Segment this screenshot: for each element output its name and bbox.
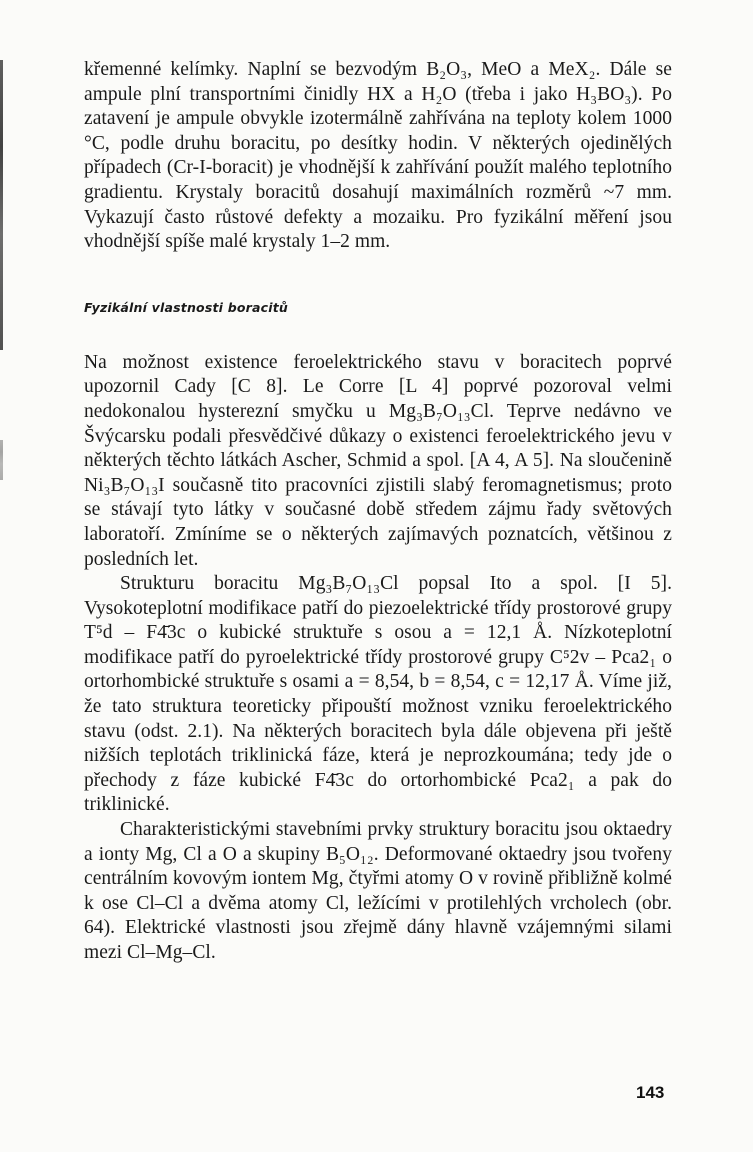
paragraph-crucible-preparation: křemenné kelímky. Naplní se bezvodým B₂O₃, MeO a MeX₂. Dále se ampule plní transportními činidly HX a H₂O (třeba i jako H₃BO₃). Po zatavení je ampule obvykle izotermálně zahřívána na teploty kolem 1000 °C, podle druhu boracitu, po desítky hodin. V některých ojedinělých případech (Cr-I-boracit) je vhodnější k zahřívání použít malého teplotního gradientu. Krystaly boracitů dosahují maximálních rozměrů ~7 mm. Vykazují často růstové defekty a mozaiku. Pro fyzikální měření jsou vhodnější spíše malé krystaly 1–2 mm. bbox=[84, 59, 672, 253]
paragraph-ferroelectric-history: Na možnost existence feroelektrického stavu v boracitech poprvé upozornil Cady [C 8]. Le Corre [L 4] poprvé pozoroval velmi nedokonalou hysterezní smyčku u Mg₃B₇O₁₃Cl. Teprve nedávno ve Švýcarsku podali přesvědčivé důkazy o existenci feroelektrického jevu v některých těchto látkách Ascher, Schmid a spol. [A 4, A 5]. Na sloučenině Ni₃B₇O₁₃I současně tito pracovníci zjistili slabý feromagnetismus; proto se stávají tyto látky v současné době středem zájmu řady světových laboratoří. Zmíníme se o některých zajímavých poznatcích, většinou z posledních let. bbox=[84, 351, 672, 570]
page-binding-edge bbox=[0, 60, 3, 350]
page-binding-edge-mark bbox=[0, 440, 3, 480]
page-body bbox=[84, 58, 672, 966]
page-number: 143 bbox=[636, 1083, 665, 1102]
paragraph-boracite-structure: Strukturu boracitu Mg₃B₇O₁₃Cl popsal Ito a spol. [I 5]. Vysokoteplotní modifikace patří do piezoelektrické třídy prostorové grupy T⁵d – F4̄3c o kubické struktuře s osou a = 12,1 Å. Nízkoteplotní modifikace patří do pyroelektrické třídy prostorové grupy C⁵2v – Pca2₁ o ortorhombické struktuře s osami a = 8,54, b = 8,54, c = 12,17 Å. Víme již, že tato struktura teoreticky připouští možnost vzniku feroelektrického stavu (odst. 2.1). Na některých boracitech byla dále objevena při ještě nižších teplotách triklinická fáze, která je neprozkoumána; tedy jde o přechody z fáze kubické F4̄3c do ortorhombické Pca2₁ a pak do triklinické. bbox=[84, 573, 672, 816]
section-heading: Fyzikální vlastnosti boracitů bbox=[84, 299, 288, 315]
paragraph-structural-elements: Charakteristickými stavebními prvky struktury boracitu jsou oktaedry a ionty Mg, Cl a O a skupiny B₅O₁₂. Deformované oktaedry jsou tvořeny centrálním kovovým iontem Mg, čtyřmi atomy O v rovině přibližně kolmé k ose Cl–Cl a dvěma atomy Cl, ležícími v protilehlých vrcholech (obr. 64). Elektrické vlastnosti jsou zřejmě dány hlavně vzájemnými silami mezi Cl–Mg–Cl. bbox=[84, 819, 672, 963]
